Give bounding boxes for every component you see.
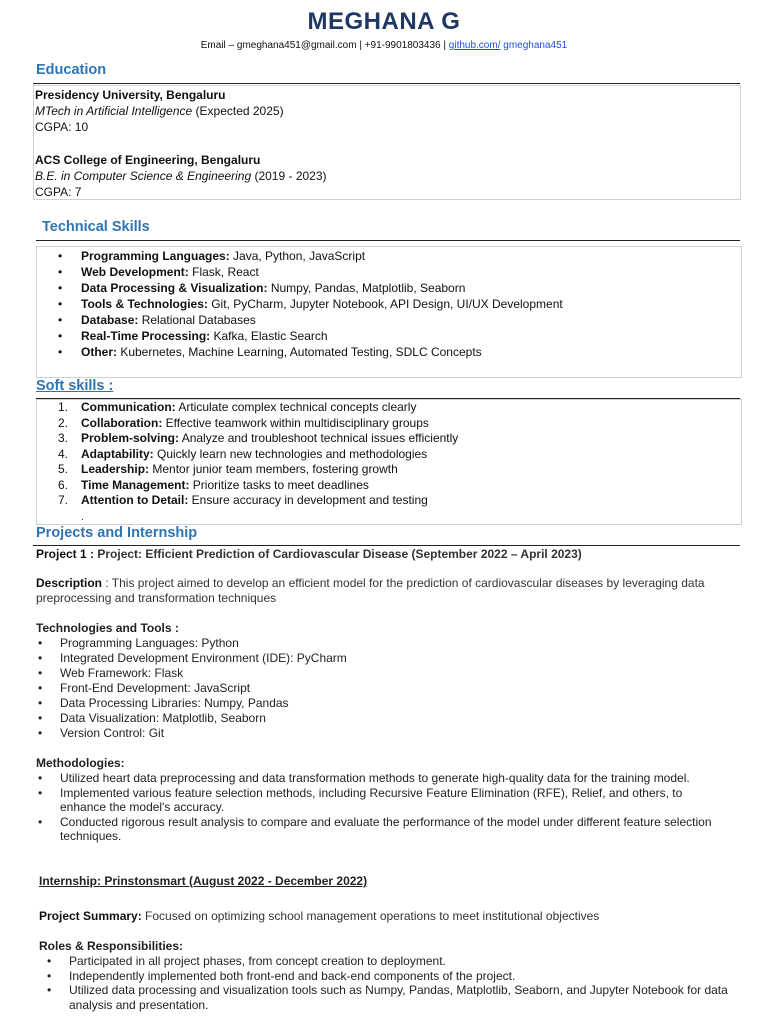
soft-skill-item: 4. Adaptability: Quickly learn new technologies and methodologies — [58, 446, 428, 461]
tech-tools-list — [36, 636, 736, 741]
skill-item: • Programming Languages: Java, Python, JavaScript — [36, 248, 563, 264]
list-item: • Utilized heart data preprocessing and data transformation methods to generate high-quality data for the training model. — [36, 771, 726, 786]
education-entry — [35, 87, 284, 135]
contact-details: Email – gmeghana451@gmail.com | +91-9901803436 | — [200, 40, 449, 51]
school-name: Presidency University, Bengaluru — [35, 88, 226, 102]
technical-skills-divider — [36, 240, 740, 241]
skill-item: • Data Processing & Visualization: Numpy, Pandas, Matplotlib, Seaborn — [36, 280, 563, 296]
skill-item: • Web Development: Flask, React — [36, 264, 563, 280]
list-item: • Front-End Development: JavaScript — [36, 681, 736, 696]
degree-period: (Expected 2025) — [192, 104, 284, 118]
skill-item: • Tools & Technologies: Git, PyCharm, Jupyter Notebook, API Design, UI/UX Development — [36, 296, 563, 312]
list-item: • Data Processing Libraries: Numpy, Pandas — [36, 696, 736, 711]
grade: CGPA: 10 — [35, 120, 89, 134]
soft-skill-item: 2. Collaboration: Effective teamwork within multidisciplinary groups — [58, 415, 429, 430]
roles-title: Roles & Responsibilities: — [39, 939, 184, 953]
degree: B.E. in Computer Science & Engineering — [35, 169, 252, 183]
methodologies-title: Methodologies: — [36, 756, 125, 770]
tech-tools-title: Technologies and Tools : — [36, 621, 179, 635]
education-title: Education — [36, 62, 107, 78]
contact-line — [0, 40, 768, 51]
github-link[interactable]: github.com/ — [448, 40, 501, 51]
soft-skill-item: 5. Leadership: Mentor junior team members, fostering growth — [58, 462, 398, 476]
degree: MTech in Artificial Intelligence — [35, 104, 193, 118]
list-item: • Web Framework: Flask — [36, 666, 736, 681]
technical-skills-title: Technical Skills — [42, 219, 150, 235]
project-description: Description : This project aimed to develop an efficient model for the prediction of cardiovascular diseases by leveraging data preprocessing and transformation techniques — [36, 576, 705, 605]
projects-title: Projects and Internship — [36, 525, 198, 541]
list-item: • Integrated Development Environment (IDE): PyCharm — [36, 651, 736, 666]
skill-item: • Database: Relational Databases — [36, 312, 563, 328]
roles-list — [45, 954, 735, 1012]
soft-skills-list — [36, 400, 458, 509]
education-entry — [35, 152, 327, 200]
list-item: • Implemented various feature selection methods, including Recursive Feature Elimination (RFE), Relief, and others, to enhance the model's accuracy. — [36, 786, 726, 815]
project-heading: Project 1 : Project: Efficient Prediction of Cardiovascular Disease (September 2022 – April 2023) — [36, 547, 582, 561]
list-item: • Utilized data processing and visualization tools such as Numpy, Pandas, Matplotlib, Seaborn, and Jupyter Notebook for data analysis and presentation. — [45, 983, 735, 1012]
list-item: • Data Visualization: Matplotlib, Seaborn — [36, 711, 736, 726]
soft-skill-item: 3. Problem-solving: Analyze and troubleshoot technical issues efficiently — [58, 431, 459, 445]
projects-divider — [33, 545, 740, 546]
list-item: • Conducted rigorous result analysis to compare and evaluate the performance of the model under different feature selection techniques. — [36, 815, 726, 844]
internship-heading: Internship: Prinstonsmart (August 2022 - December 2022) — [39, 874, 368, 888]
candidate-name: MEGHANA G — [307, 8, 461, 35]
soft-skills-title: Soft skills : — [36, 378, 114, 394]
school-name: ACS College of Engineering, Bengaluru — [35, 153, 261, 167]
soft-skill-item: 7. Attention to Detail: Ensure accuracy in development and testing — [58, 493, 428, 507]
list-item: • Version Control: Git — [36, 726, 736, 741]
degree-period: (2019 - 2023) — [251, 169, 327, 183]
list-item: • Independently implemented both front-end and back-end components of the project. — [45, 969, 735, 984]
list-item: • Programming Languages: Python — [36, 636, 736, 651]
trailing-dot: . — [81, 512, 84, 523]
technical-skills-list — [36, 248, 563, 360]
methodologies-list — [36, 771, 726, 844]
education-divider — [33, 83, 740, 84]
skill-item: • Real-Time Processing: Kafka, Elastic Search — [36, 328, 563, 344]
list-item: • Participated in all project phases, from concept creation to deployment. — [45, 954, 735, 969]
skill-item: • Other: Kubernetes, Machine Learning, Automated Testing, SDLC Concepts — [36, 344, 563, 360]
github-username: gmeghana451 — [500, 40, 568, 51]
grade: CGPA: 7 — [35, 185, 82, 199]
soft-skill-item: 6. Time Management: Prioritize tasks to meet deadlines — [58, 477, 369, 492]
soft-skill-item: 1. Communication: Articulate complex technical concepts clearly — [58, 400, 417, 414]
project-summary: Project Summary: Focused on optimizing school management operations to meet institutional objectives — [39, 909, 600, 923]
